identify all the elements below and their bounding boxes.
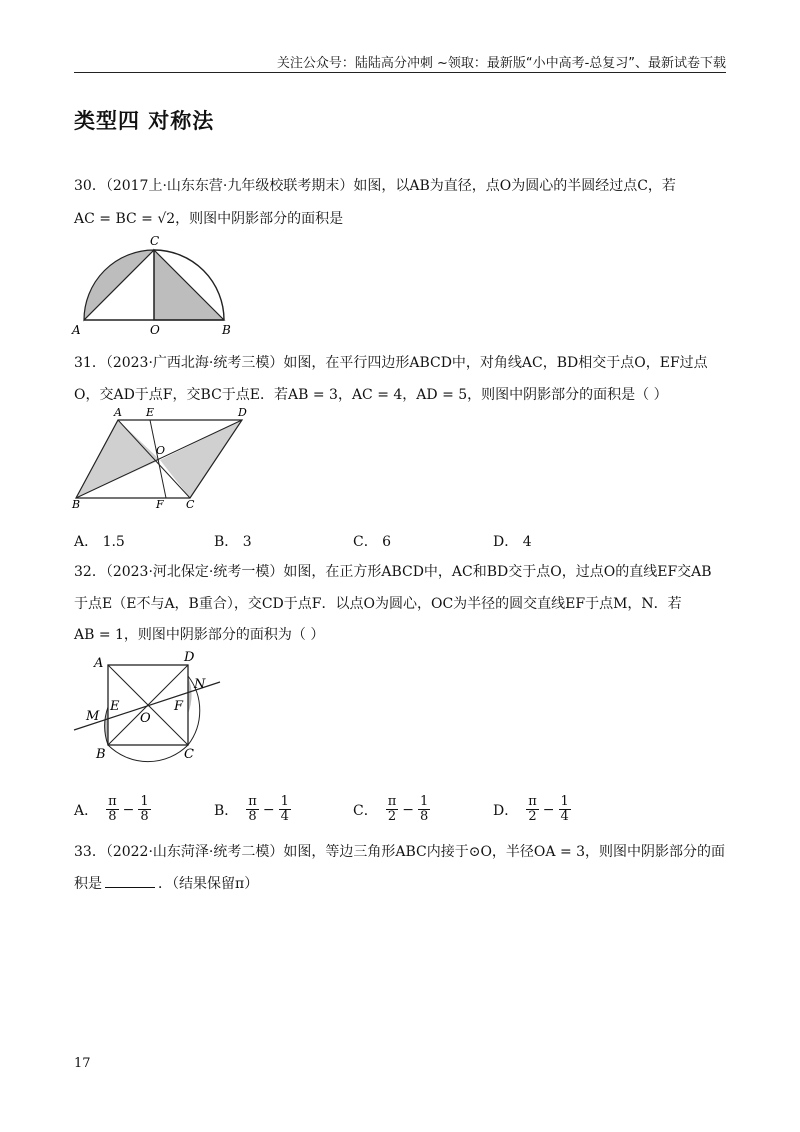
q32-option-a[interactable] <box>74 795 151 824</box>
q33-line2-prefix: 积是 <box>74 876 102 892</box>
q32-option-c-label: C． <box>353 802 378 819</box>
q32-option-a-frac2 <box>138 795 150 824</box>
q31-option-a-label: A． <box>74 534 99 550</box>
frac-numerator: 1 <box>420 794 429 809</box>
frac-denominator: 8 <box>420 809 429 824</box>
q32-label-o: O <box>140 711 151 726</box>
q32-option-d[interactable] <box>493 795 571 824</box>
q31-option-a[interactable] <box>74 531 125 551</box>
minus-sign: − <box>542 801 555 818</box>
q30-label-o: O <box>150 323 160 337</box>
q31-option-c[interactable] <box>353 531 391 551</box>
q33-answer-blank[interactable] <box>105 887 155 888</box>
q32-option-b-frac2 <box>279 795 291 824</box>
frac-numerator: 1 <box>280 794 289 809</box>
q31-label-f: F <box>156 498 164 508</box>
q31-label-c: C <box>186 498 195 508</box>
q32-label-f: F <box>174 699 184 714</box>
minus-sign: − <box>402 801 414 818</box>
q30-label-c: C <box>150 234 160 248</box>
q30-shaded-right-triangle <box>154 250 224 320</box>
q31-label-o: O <box>156 444 166 457</box>
page-number: 17 <box>74 1056 91 1071</box>
q32-option-d-label: D． <box>493 802 519 819</box>
q32-figure <box>70 648 230 763</box>
q32-arc-bottom <box>108 745 188 762</box>
minus-sign: − <box>262 801 275 818</box>
q31-shaded-right <box>160 420 242 498</box>
q32-label-b: B <box>96 747 106 762</box>
q32-line1: 32．（2023·河北保定·统考一模）如图，在正方形ABCD中，AC和BD交于点O，过点O的直线EF交AB <box>74 564 712 580</box>
frac-numerator: π <box>528 794 537 809</box>
frac-denominator: 2 <box>387 809 397 824</box>
q32-option-c-frac1 <box>386 795 399 824</box>
q32-option-b[interactable] <box>214 795 291 824</box>
q31-line1: 31．（2023·广西北海·统考三模）如图，在平行四边形ABCD中，对角线AC，BD相交于点O，EF过点 <box>74 355 708 371</box>
frac-denominator: 4 <box>560 809 569 824</box>
q31-option-d-label: D． <box>493 534 519 550</box>
frac-numerator: 1 <box>560 794 569 809</box>
q32-line2: 于点E（E不与A，B重合），交CD于点F．以点O为圆心，OC为半径的圆交直线EF于点M，N．若 <box>74 596 682 612</box>
q32-option-c[interactable] <box>353 795 430 824</box>
q33-line2-suffix: ．（结果保留π） <box>158 876 259 892</box>
q32-label-a: A <box>94 656 104 671</box>
q31-option-b[interactable] <box>214 531 252 551</box>
page-header: 关注公众号：陆陆高分冲刺 ~领取：最新版“小中高考-总复习”、最新试卷下载 <box>276 56 726 71</box>
q31-option-d-text: 4 <box>522 534 532 550</box>
q31-option-b-label: B． <box>214 534 239 550</box>
frac-denominator: 2 <box>528 809 537 824</box>
q31-label-d: D <box>238 406 247 419</box>
q31-option-d[interactable] <box>493 531 532 551</box>
q30-label-a: A <box>72 323 81 337</box>
header-rule <box>74 72 726 73</box>
q32-label-n: N <box>194 677 206 692</box>
q32-label-m: M <box>86 709 100 724</box>
q33-line2 <box>74 873 258 893</box>
q30-shaded-left-segment <box>84 250 154 320</box>
q32-label-c: C <box>184 747 194 762</box>
q32-option-a-label: A． <box>74 802 99 819</box>
q30-figure <box>70 232 245 340</box>
q31-label-b: B <box>72 498 81 508</box>
q32-label-d: D <box>184 650 195 665</box>
q31-option-b-text: 3 <box>242 534 252 550</box>
q32-option-d-frac2 <box>559 795 571 824</box>
frac-numerator: π <box>248 794 257 809</box>
q32-option-b-label: B． <box>214 802 239 819</box>
q33-line1: 33．（2022·山东菏泽·统考二模）如图，等边三角形ABC内接于⊙O，半径OA = 3，则图中阴影部分的面 <box>74 844 726 860</box>
q31-label-a: A <box>114 406 122 419</box>
q32-label-e: E <box>110 699 120 714</box>
frac-numerator: π <box>108 794 117 809</box>
q32-option-a-frac1 <box>106 795 119 824</box>
q32-option-c-frac2 <box>418 795 430 824</box>
q31-shaded-left <box>76 420 160 498</box>
frac-denominator: 8 <box>108 809 117 824</box>
frac-denominator: 8 <box>248 809 257 824</box>
q31-option-c-label: C． <box>353 534 378 550</box>
q31-label-e: E <box>146 406 155 419</box>
frac-denominator: 4 <box>280 809 289 824</box>
frac-numerator: π <box>387 794 397 809</box>
q30-line1: 30．（2017上·山东东营·九年级校联考期末）如图，以AB为直径，点O为圆心的半圆经过点C，若 <box>74 178 676 194</box>
q31-figure <box>70 406 255 508</box>
q31-line2: O，交AD于点F，交BC于点E．若AB = 3，AC = 4，AD = 5，则图中阴影部分的面积是（ ） <box>74 387 668 403</box>
frac-denominator: 8 <box>140 809 149 824</box>
q30-label-b: B <box>222 323 231 337</box>
q32-option-b-frac1 <box>246 795 259 824</box>
minus-sign: − <box>122 801 135 818</box>
frac-numerator: 1 <box>140 794 149 809</box>
q31-option-a-text: 1.5 <box>102 534 125 550</box>
q30-line2: AC = BC = √2，则图中阴影部分的面积是 <box>74 211 344 227</box>
q32-option-d-frac1 <box>526 795 539 824</box>
q31-option-c-text: 6 <box>382 534 392 550</box>
q32-line3: AB = 1，则图中阴影部分的面积为（ ） <box>74 627 325 643</box>
section-title: 类型四 对称法 <box>74 109 215 133</box>
